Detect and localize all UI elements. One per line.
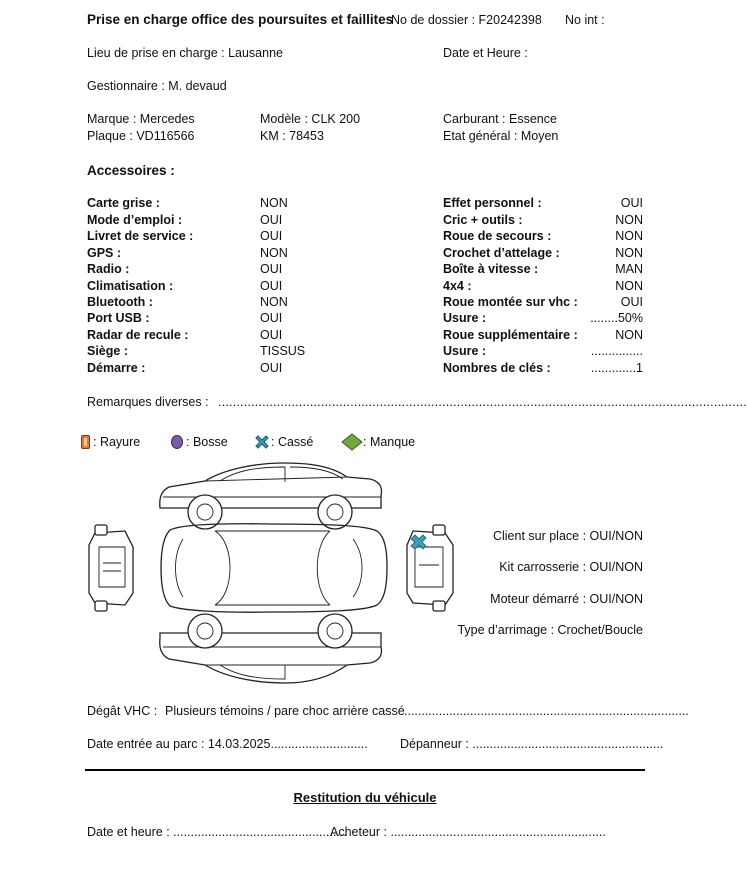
plate: Plaque : VD116566 <box>87 129 195 143</box>
acc-label: Roue montée sur vhc : <box>443 295 578 309</box>
acc-value[interactable]: NON <box>615 229 643 243</box>
document-title: Prise en charge office des poursuites et faillites <box>87 12 394 27</box>
acc-label: 4x4 : <box>443 279 472 293</box>
engine-started[interactable]: Moteur démarré : OUI/NON <box>490 592 643 606</box>
acc-value[interactable]: NON <box>260 246 288 260</box>
tow-operator[interactable]: Dépanneur : ....................................................... <box>400 737 664 751</box>
acc-value[interactable]: OUI <box>620 295 643 309</box>
car-side-view-bottom <box>160 614 382 683</box>
dossier-number: No de dossier : F20242398 <box>391 13 542 27</box>
remarks-field[interactable]: ................................................................................................................................................ <box>218 395 747 409</box>
section-divider <box>85 769 645 771</box>
mileage: KM : 78453 <box>260 129 324 143</box>
acc-value[interactable]: OUI <box>260 279 283 293</box>
legend-scratch-label: : Rayure <box>93 435 141 449</box>
acc-value[interactable]: OUI <box>260 361 283 375</box>
damage-label: Dégât VHC : <box>87 704 158 718</box>
acc-label: Roue supplémentaire : <box>443 328 578 342</box>
damage-dots[interactable]: .................................................................................. <box>404 704 689 718</box>
fuel: Carburant : Essence <box>443 112 557 126</box>
manager: Gestionnaire : M. devaud <box>87 79 227 93</box>
acc-label: Climatisation : <box>87 279 174 293</box>
dent-icon <box>170 434 184 450</box>
brand: Marque : Mercedes <box>87 112 195 126</box>
body-kit[interactable]: Kit carrosserie : OUI/NON <box>499 560 643 574</box>
park-entry-date[interactable]: Date entrée au parc : 14.03.2025............................ <box>87 737 368 751</box>
damage-value: Plusieurs témoins / pare choc arrière cassé <box>165 704 405 718</box>
acc-label: Radar de recule : <box>87 328 189 342</box>
acc-label: Cric + outils : <box>443 213 523 227</box>
acc-label: Boîte à vitesse : <box>443 262 539 276</box>
client-present[interactable]: Client sur place : OUI/NON <box>492 529 643 543</box>
vehicle-damage-diagram[interactable] <box>85 455 465 700</box>
acc-value[interactable]: OUI <box>260 311 283 325</box>
legend-broken-label: : Cassé <box>271 435 314 449</box>
acc-label: Radio : <box>87 262 130 276</box>
acc-value[interactable]: ............... <box>590 344 643 358</box>
buyer[interactable]: Acheteur : .............................................................. <box>330 825 606 839</box>
model: Modèle : CLK 200 <box>260 112 361 126</box>
car-top-view <box>161 524 387 612</box>
acc-label: Carte grise : <box>87 196 160 210</box>
acc-label: Usure : <box>443 344 487 358</box>
tie-down-type[interactable]: Type d’arrimage : Crochet/Boucle <box>457 623 643 637</box>
acc-label: Livret de service : <box>87 229 194 243</box>
missing-icon <box>341 433 363 451</box>
acc-value[interactable]: NON <box>260 295 288 309</box>
acc-label: Nombres de clés : <box>443 361 551 375</box>
acc-value[interactable]: MAN <box>615 262 643 276</box>
acc-value[interactable]: ........50% <box>590 311 643 325</box>
acc-value[interactable]: NON <box>615 213 643 227</box>
acc-value[interactable]: NON <box>615 279 643 293</box>
legend-missing-label: : Manque <box>363 435 416 449</box>
acc-label: Démarre : <box>87 361 146 375</box>
acc-label: Siège : <box>87 344 128 358</box>
scratch-icon <box>80 434 92 450</box>
acc-label: Crochet d’attelage : <box>443 246 560 260</box>
acc-label: Usure : <box>443 311 487 325</box>
acc-label: Mode d’emploi : <box>87 213 183 227</box>
car-rear-view <box>407 525 453 611</box>
acc-value[interactable]: OUI <box>260 262 283 276</box>
acc-value[interactable]: OUI <box>260 213 283 227</box>
acc-value[interactable]: OUI <box>260 328 283 342</box>
car-front-view <box>89 525 133 611</box>
acc-label: Bluetooth : <box>87 295 153 309</box>
acc-value[interactable]: TISSUS <box>260 344 306 358</box>
restitution-title: Restitution du véhicule <box>293 790 437 805</box>
acc-label: Roue de secours : <box>443 229 552 243</box>
acc-value[interactable]: OUI <box>620 196 643 210</box>
acc-value[interactable]: .............1 <box>590 361 643 375</box>
no-int-field[interactable]: No int : <box>565 13 605 27</box>
car-side-view-top <box>160 463 382 529</box>
acc-label: Effet personnel : <box>443 196 542 210</box>
pickup-datetime[interactable]: Date et Heure : <box>443 46 528 60</box>
acc-value[interactable]: NON <box>615 246 643 260</box>
accessories-heading: Accessoires : <box>87 163 175 178</box>
acc-label: Port USB : <box>87 311 150 325</box>
acc-value[interactable]: OUI <box>260 229 283 243</box>
legend-dent-label: : Bosse <box>186 435 228 449</box>
acc-value[interactable]: NON <box>615 328 643 342</box>
acc-label: GPS : <box>87 246 122 260</box>
general-condition: Etat général : Moyen <box>443 129 559 143</box>
remarks-label: Remarques diverses : <box>87 395 209 409</box>
pickup-location: Lieu de prise en charge : Lausanne <box>87 46 283 60</box>
return-datetime[interactable]: Date et heure : .................................................. <box>87 825 347 839</box>
broken-icon <box>254 434 270 450</box>
acc-value[interactable]: NON <box>260 196 288 210</box>
